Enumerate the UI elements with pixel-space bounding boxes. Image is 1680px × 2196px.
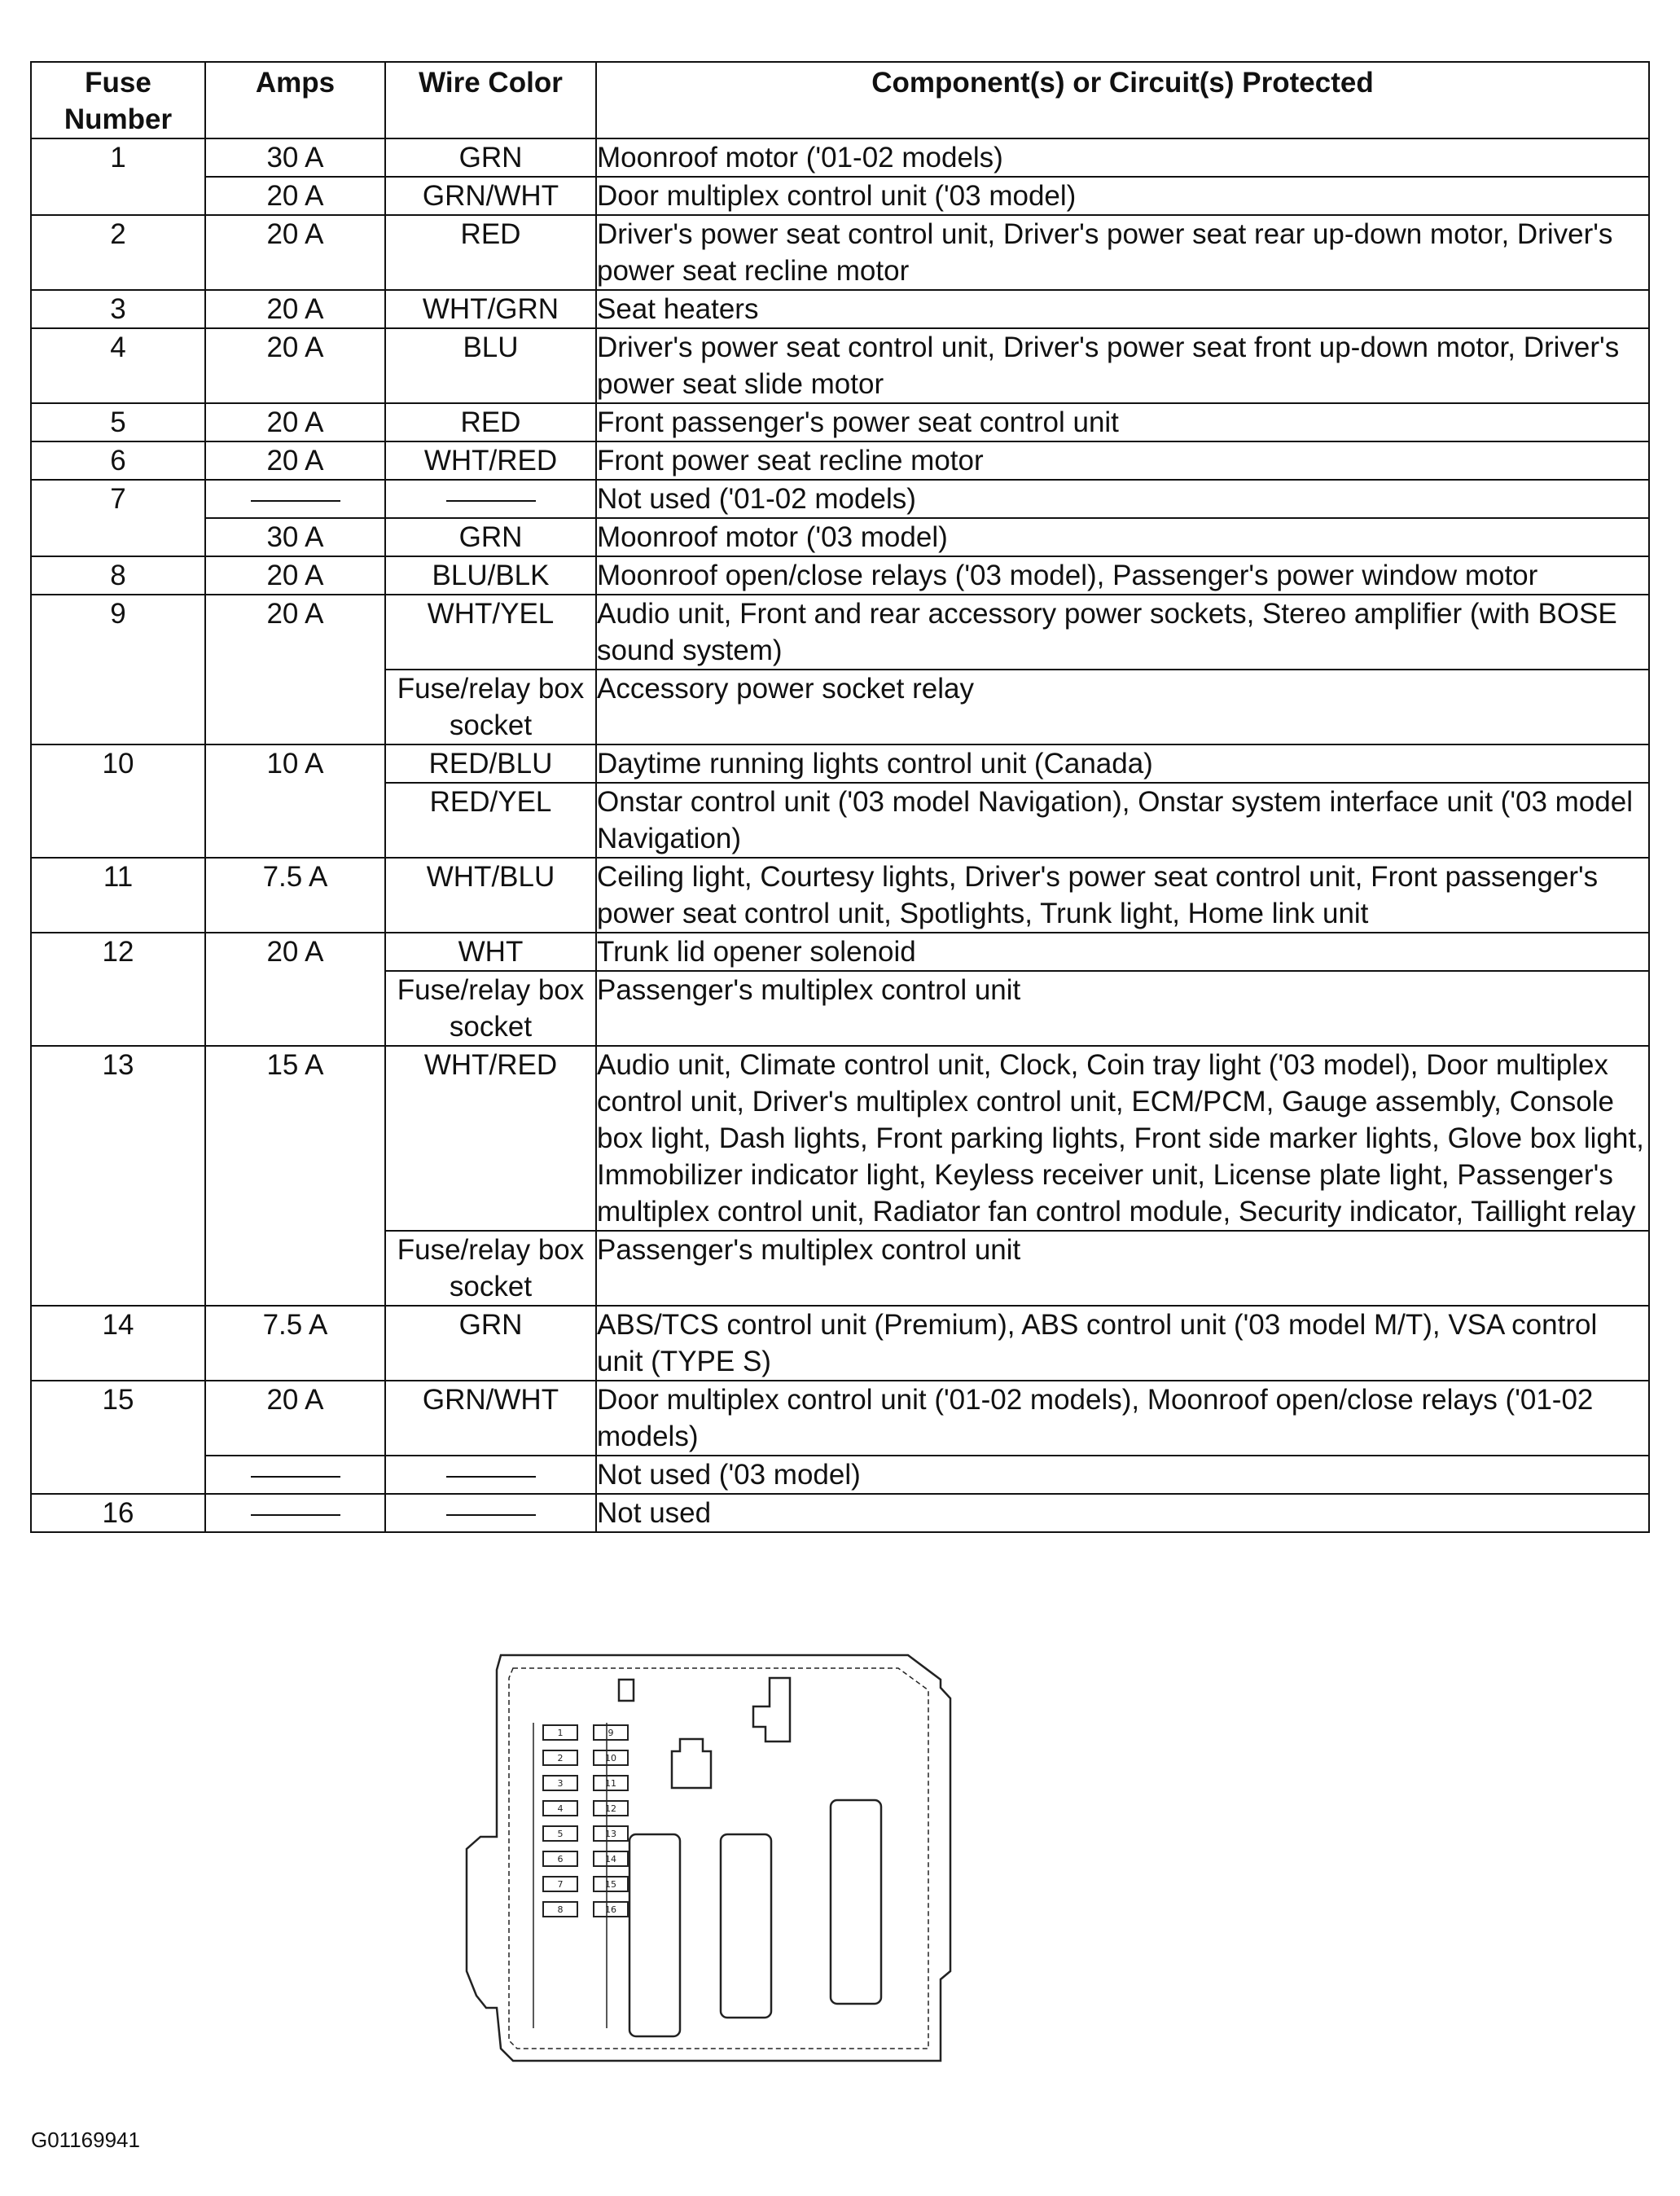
wire-color-cell: GRN/WHT: [385, 177, 596, 215]
fuse-slot-label: 4: [557, 1803, 564, 1814]
component-cell: Not used ('03 model): [596, 1456, 1649, 1494]
amps-cell: 20 A: [205, 595, 385, 744]
tall-relay-left: [629, 1834, 680, 2036]
component-cell: Moonroof open/close relays ('03 model), Passenger's power window motor: [596, 556, 1649, 595]
fuse-slot-label: 12: [605, 1803, 616, 1814]
fuse-number-cell: 11: [31, 858, 205, 933]
header-wire-color: Wire Color: [385, 62, 596, 138]
amps-cell-empty: [205, 1456, 385, 1494]
fuse-slot-label: 13: [605, 1829, 616, 1839]
fuse-slot-label: 3: [557, 1778, 564, 1789]
component-cell: Passenger's multiplex control unit: [596, 1231, 1649, 1306]
header-components: Component(s) or Circuit(s) Protected: [596, 62, 1649, 138]
wire-color-cell: BLU: [385, 328, 596, 403]
fuse-number-cell: 7: [31, 480, 205, 556]
dash-line: [446, 1476, 536, 1478]
table-header-row: [31, 62, 1649, 138]
amps-cell: 7.5 A: [205, 858, 385, 933]
wire-color-cell: WHT/GRN: [385, 290, 596, 328]
amps-cell: 20 A: [205, 403, 385, 441]
dash-line: [446, 1514, 536, 1516]
amps-cell: 20 A: [205, 1381, 385, 1456]
tall-relay-right: [831, 1800, 881, 2004]
fuse-number-cell: 9: [31, 595, 205, 744]
component-cell: Onstar control unit ('03 model Navigation), Onstar system interface unit ('03 model Navigation): [596, 783, 1649, 858]
component-cell: Audio unit, Front and rear accessory power sockets, Stereo amplifier (with BOSE sound system): [596, 595, 1649, 670]
amps-cell: 20 A: [205, 933, 385, 1046]
table-row: [31, 441, 1649, 480]
fuse-slot-label: 1: [557, 1728, 564, 1738]
fuse-number-cell: 4: [31, 328, 205, 403]
fuse-slot-label: 2: [557, 1753, 564, 1763]
table-row: [31, 328, 1649, 403]
dash-line: [251, 500, 340, 502]
component-cell: Front power seat recline motor: [596, 441, 1649, 480]
fuse-number-cell: 14: [31, 1306, 205, 1381]
amps-cell: 20 A: [205, 441, 385, 480]
wire-color-cell: WHT/BLU: [385, 858, 596, 933]
table-row: [31, 1494, 1649, 1532]
table-row: [31, 403, 1649, 441]
fuse-slot-label: 15: [605, 1879, 616, 1890]
amps-cell: 20 A: [205, 290, 385, 328]
wire-color-cell: GRN: [385, 518, 596, 556]
table-row: [31, 138, 1649, 177]
table-row: [31, 595, 1649, 670]
table-row: [31, 215, 1649, 290]
wire-color-cell: RED/YEL: [385, 783, 596, 858]
fuse-box-diagram: [452, 1637, 973, 2093]
amps-cell: 20 A: [205, 556, 385, 595]
wire-color-cell-empty: [385, 480, 596, 518]
table-row: [31, 177, 1649, 215]
table-row: [31, 480, 1649, 518]
amps-cell: 15 A: [205, 1046, 385, 1306]
dash-line: [251, 1514, 340, 1516]
table-row: [31, 744, 1649, 783]
fuse-number-cell: 1: [31, 138, 205, 215]
dash-line: [251, 1476, 340, 1478]
wire-color-cell: RED: [385, 403, 596, 441]
amps-cell-empty: [205, 1494, 385, 1532]
amps-cell-empty: [205, 480, 385, 518]
fuse-slot-label: 7: [557, 1879, 564, 1890]
component-cell: Front passenger's power seat control unit: [596, 403, 1649, 441]
fuse-number-cell: 10: [31, 744, 205, 858]
wire-color-cell: GRN: [385, 1306, 596, 1381]
small-relay-top: [619, 1680, 634, 1701]
fuse-slot-label: 11: [605, 1778, 616, 1789]
table-row: [31, 933, 1649, 971]
fuse-number-cell: 15: [31, 1381, 205, 1494]
component-cell: Accessory power socket relay: [596, 670, 1649, 744]
fuse-number-cell: 3: [31, 290, 205, 328]
wire-color-cell: WHT/YEL: [385, 595, 596, 670]
table-row: [31, 518, 1649, 556]
table-row: [31, 1456, 1649, 1494]
fuse-slot-label: 8: [557, 1904, 564, 1915]
amps-cell: 20 A: [205, 215, 385, 290]
relay-socket-top-right: [753, 1678, 790, 1741]
fuse-box-outline: [467, 1655, 950, 2061]
component-cell: Moonroof motor ('01-02 models): [596, 138, 1649, 177]
fuse-slot-label: 9: [608, 1728, 614, 1738]
amps-cell: 30 A: [205, 138, 385, 177]
figure-code: G01169941: [31, 2128, 140, 2152]
component-cell: Door multiplex control unit ('03 model): [596, 177, 1649, 215]
fuse-number-cell: 8: [31, 556, 205, 595]
table-row: [31, 1381, 1649, 1456]
amps-cell: 20 A: [205, 177, 385, 215]
fuse-number-cell: 5: [31, 403, 205, 441]
component-cell: Ceiling light, Courtesy lights, Driver's power seat control unit, Front passenger's power seat control unit, Spotlights, Trunk light, Home link unit: [596, 858, 1649, 933]
wire-color-cell: RED/BLU: [385, 744, 596, 783]
amps-cell: 20 A: [205, 328, 385, 403]
component-cell: Driver's power seat control unit, Driver's power seat rear up-down motor, Driver's power seat recline motor: [596, 215, 1649, 290]
wire-color-cell: Fuse/relay box socket: [385, 670, 596, 744]
table-row: [31, 1046, 1649, 1231]
amps-cell: 30 A: [205, 518, 385, 556]
component-cell: Seat heaters: [596, 290, 1649, 328]
wire-color-cell: BLU/BLK: [385, 556, 596, 595]
dash-line: [446, 500, 536, 502]
wire-color-cell: RED: [385, 215, 596, 290]
table-row: [31, 858, 1649, 933]
wire-color-cell-empty: [385, 1494, 596, 1532]
component-cell: Passenger's multiplex control unit: [596, 971, 1649, 1046]
component-cell: Daytime running lights control unit (Canada): [596, 744, 1649, 783]
table-row: [31, 1306, 1649, 1381]
wire-color-cell: Fuse/relay box socket: [385, 1231, 596, 1306]
wire-color-cell: WHT/RED: [385, 1046, 596, 1231]
component-cell: Door multiplex control unit ('01-02 models), Moonroof open/close relays ('01-02 models): [596, 1381, 1649, 1456]
component-cell: Not used: [596, 1494, 1649, 1532]
amps-cell: 10 A: [205, 744, 385, 858]
wire-color-cell: GRN: [385, 138, 596, 177]
fuse-number-cell: 2: [31, 215, 205, 290]
tall-relay-middle: [721, 1834, 771, 2018]
fuse-slot-label: 6: [557, 1854, 564, 1864]
fuse-slot-label: 5: [557, 1829, 564, 1839]
fuse-number-cell: 12: [31, 933, 205, 1046]
wire-color-cell: WHT/RED: [385, 441, 596, 480]
relay-socket-center: [672, 1739, 711, 1788]
fuse-number-cell: 13: [31, 1046, 205, 1306]
wire-color-cell: WHT: [385, 933, 596, 971]
amps-cell: 7.5 A: [205, 1306, 385, 1381]
wire-color-cell-empty: [385, 1456, 596, 1494]
component-cell: Trunk lid opener solenoid: [596, 933, 1649, 971]
fuse-number-cell: 16: [31, 1494, 205, 1532]
component-cell: Moonroof motor ('03 model): [596, 518, 1649, 556]
component-cell: ABS/TCS control unit (Premium), ABS control unit ('03 model M/T), VSA control unit (TYPE S): [596, 1306, 1649, 1381]
fuse-slot-label: 16: [605, 1904, 616, 1915]
fuse-slot-label: 10: [605, 1753, 616, 1763]
wire-color-cell: GRN/WHT: [385, 1381, 596, 1456]
fuse-number-cell: 6: [31, 441, 205, 480]
wire-color-cell: Fuse/relay box socket: [385, 971, 596, 1046]
component-cell: Driver's power seat control unit, Driver's power seat front up-down motor, Driver's power seat slide motor: [596, 328, 1649, 403]
fuse-slot-label: 14: [605, 1854, 616, 1864]
header-amps: Amps: [205, 62, 385, 138]
table-row: [31, 556, 1649, 595]
component-cell: Not used ('01-02 models): [596, 480, 1649, 518]
header-fuse-number: Fuse Number: [31, 62, 205, 138]
component-cell: Audio unit, Climate control unit, Clock, Coin tray light ('03 model), Door multiplex control unit, Driver's multiplex control unit, ECM/PCM, Gauge assembly, Console box light, Dash lights, Front parking lights, Front side marker lights, Glove box light, Immobilizer indicator light, Keyless receiver unit, License plate light, Passenger's multiplex control unit, Radiator fan control module, Security indicator, Taillight relay: [596, 1046, 1649, 1231]
fuse-table: [30, 61, 1650, 1533]
table-row: [31, 290, 1649, 328]
